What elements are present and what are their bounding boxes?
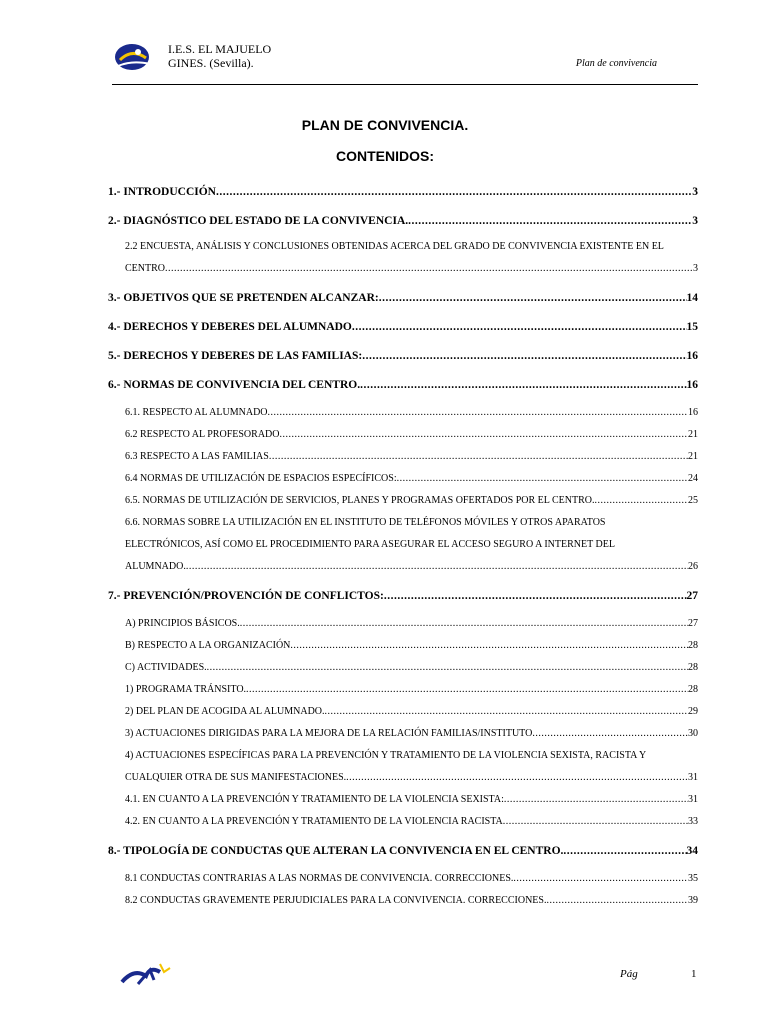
header-doc-title: Plan de convivencia xyxy=(575,58,657,69)
toc-entry-2-2[interactable]: 2.2 ENCUESTA, ANÁLISIS Y CONCLUSIONES OBTENIDAS ACERCA DEL GRADO DE CONVIVENCIA EXISTENTE EN EL CENTRO ..... 3 xyxy=(108,236,698,280)
toc-entry-7-2[interactable]: 2) DEL PLAN DE ACOGIDA AL ALUMNADO. ..... 29 xyxy=(125,701,698,723)
toc-entry-2[interactable]: 2.- DIAGNÓSTICO DEL ESTADO DE LA CONVIVENCIA. ..... 3 xyxy=(108,215,698,232)
toc-entry-7-3[interactable]: 3) ACTUACIONES DIRIGIDAS PARA LA MEJORA DE LA RELACIÓN FAMILIAS/INSTITUTO ..... 30 xyxy=(125,723,698,745)
toc-entry-6-6[interactable]: 6.6. NORMAS SOBRE LA UTILIZACIÓN EN EL INSTITUTO DE TELÉFONOS MÓVILES Y OTROS APARATOS ELECTRÓNICOS, ASÍ COMO EL PROCEDIMIENTO PARA ASEGURAR EL ACCESO SEGURO A INTERNET DEL ALUMNADO. ..... 26 xyxy=(108,512,698,578)
document-title: PLAN DE CONVIVENCIA. xyxy=(301,117,469,133)
toc-entry-3[interactable]: 3.- OBJETIVOS QUE SE PRETENDEN ALCANZAR: ..... 14 xyxy=(108,292,698,309)
toc-entry-6-4[interactable]: 6.4 NORMAS DE UTILIZACIÓN DE ESPACIOS ESPECÍFICOS: ..... 24 xyxy=(125,468,698,490)
toc-entry-7-a[interactable]: A) PRINCIPIOS BÁSICOS. ..... 27 xyxy=(125,613,698,635)
toc-entry-8-2[interactable]: 8.2 CONDUCTAS GRAVEMENTE PERJUDICIALES PARA LA CONVIVENCIA. CORRECCIONES. ..... 39 xyxy=(125,890,698,912)
school-logo xyxy=(112,40,156,72)
toc-entry-7-b[interactable]: B) RESPECTO A LA ORGANIZACIÓN ..... 28 xyxy=(125,635,698,657)
school-info xyxy=(168,42,271,70)
toc-entry-1[interactable]: 1.- INTRODUCCIÓN ..... 3 xyxy=(108,186,698,203)
toc-entry-8-1[interactable]: 8.1 CONDUCTAS CONTRARIAS A LAS NORMAS DE CONVIVENCIA. CORRECCIONES. ..... 35 xyxy=(125,868,698,890)
table-of-contents xyxy=(108,178,698,912)
toc-entry-7-c[interactable]: C) ACTIVIDADES. ..... 28 xyxy=(125,657,698,679)
page-label: Pág xyxy=(620,968,638,980)
school-town: GINES. (Sevilla). xyxy=(168,56,254,70)
page-number: 1 xyxy=(691,968,697,980)
toc-entry-7-4[interactable]: 4) ACTUACIONES ESPECÍFICAS PARA LA PREVENCIÓN Y TRATAMIENTO DE LA VIOLENCIA SEXISTA, RACISTA Y CUALQUIER OTRA DE SUS MANIFESTACIONES. ..... 31 xyxy=(108,745,698,789)
toc-entry-4[interactable]: 4.- DERECHOS Y DEBERES DEL ALUMNADO ..... 15 xyxy=(108,321,698,338)
toc-entry-7-4-2[interactable]: 4.2. EN CUANTO A LA PREVENCIÓN Y TRATAMIENTO DE LA VIOLENCIA RACISTA ..... 33 xyxy=(125,811,698,833)
toc-entry-7[interactable]: 7.- PREVENCIÓN/PROVENCIÓN DE CONFLICTOS: ..... 27 xyxy=(108,590,698,607)
toc-entry-5[interactable]: 5.- DERECHOS Y DEBERES DE LAS FAMILIAS: ..... 16 xyxy=(108,350,698,367)
toc-entry-7-1[interactable]: 1) PROGRAMA TRÁNSITO. ..... 28 xyxy=(125,679,698,701)
page-header xyxy=(112,38,698,85)
toc-entry-6-3[interactable]: 6.3 RESPECTO A LAS FAMILIAS ..... 21 xyxy=(125,446,698,468)
toc-entry-8[interactable]: 8.- TIPOLOGÍA DE CONDUCTAS QUE ALTERAN LA CONVIVENCIA EN EL CENTRO. ..... 34 xyxy=(108,845,698,862)
toc-entry-6-2[interactable]: 6.2 RESPECTO AL PROFESORADO ..... 21 xyxy=(125,424,698,446)
toc-entry-7-4-1[interactable]: 4.1. EN CUANTO A LA PREVENCIÓN Y TRATAMIENTO DE LA VIOLENCIA SEXISTA: ..... 31 xyxy=(125,789,698,811)
contents-heading: CONTENIDOS: xyxy=(336,148,434,164)
toc-entry-6-1[interactable]: 6.1. RESPECTO AL ALUMNADO ..... 16 xyxy=(125,402,698,424)
footer-logo xyxy=(120,962,172,986)
toc-entry-6[interactable]: 6.- NORMAS DE CONVIVENCIA DEL CENTRO. ..... 16 xyxy=(108,379,698,396)
toc-entry-6-5[interactable]: 6.5. NORMAS DE UTILIZACIÓN DE SERVICIOS, PLANES Y PROGRAMAS OFERTADOS POR EL CENTRO. ..... 25 xyxy=(125,490,698,512)
school-name: I.E.S. EL MAJUELO xyxy=(168,42,272,56)
